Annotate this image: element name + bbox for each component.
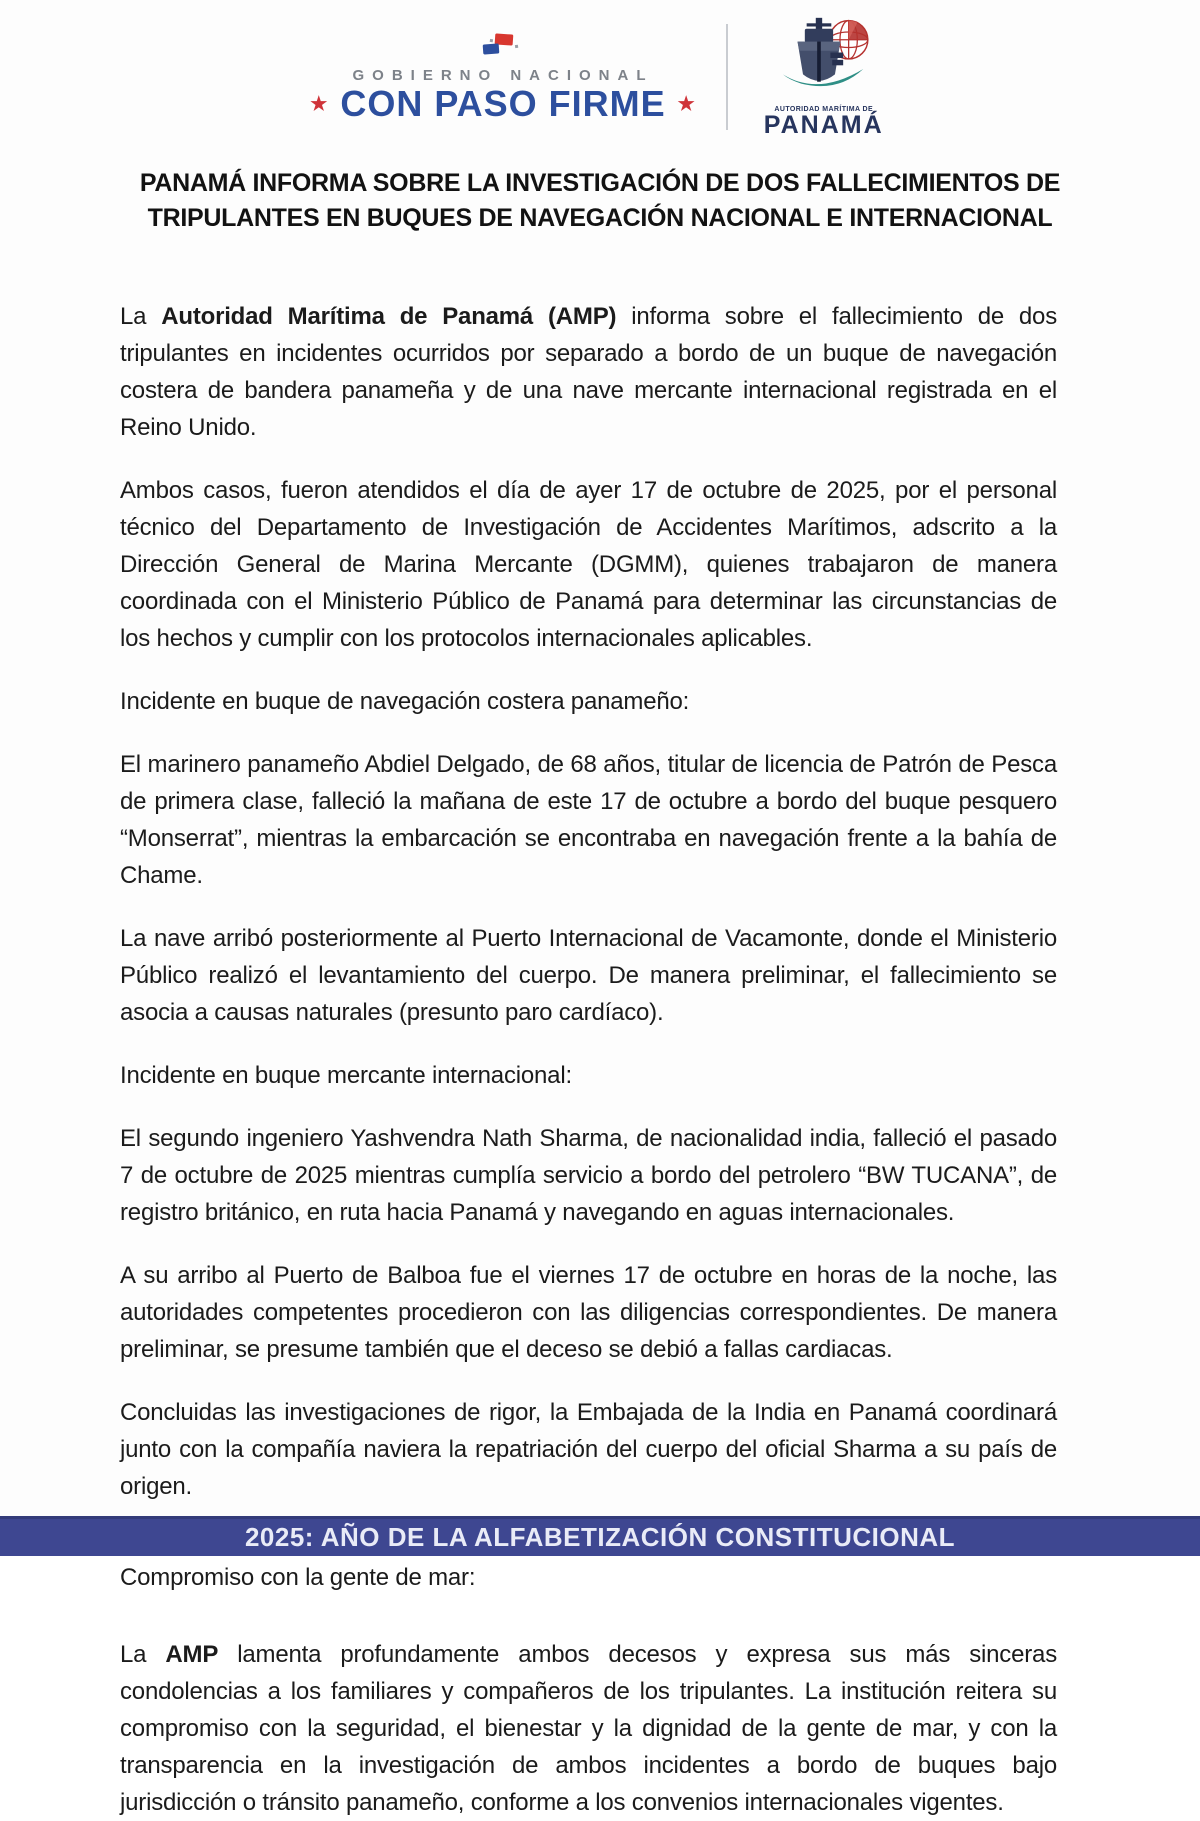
paragraph-intro: [120, 298, 1057, 446]
paragraph-intro-prefix: La: [120, 303, 162, 330]
amp-logo: [758, 16, 890, 138]
paragraph-intro-bold-amp: Autoridad Marítima de Panamá (AMP): [161, 303, 617, 330]
panama-flag-icon: [310, 32, 695, 65]
footer-banner: [0, 1516, 1200, 1556]
star-icon: ★: [310, 93, 329, 115]
star-icon: ★: [677, 93, 696, 115]
amp-logo-bottom-text: PANAMÁ: [763, 111, 884, 139]
paragraph-commitment-bold-amp: AMP: [165, 1641, 219, 1668]
government-logo-top-text: GOBIERNO NACIONAL: [352, 67, 654, 84]
paragraph-cases: Ambos casos, fueron atendidos el día de ayer 17 de octubre de 2025, por el personal técnico del Departamento de Investigación de Accidentes Marítimos, adscrito a la Dirección General de Marina Mercante (DGMM), quienes trabajaron de manera coordinada con el Ministerio Público de Panamá para determinar las circunstancias de los hechos y cumplir con los protocolos internacionales aplicables.: [120, 477, 1057, 652]
amp-logo-top-text: AUTORIDAD MARÍTIMA DE: [774, 106, 874, 113]
section-heading-commitment: Compromiso con la gente de mar:: [120, 1564, 476, 1591]
paragraph-commitment-rest: lamenta profundamente ambos decesos y expresa sus más sinceras condolencias a los familiares y compañeros de los tripulantes. La institución reitera su compromiso con la seguridad, el bienestar y la dignidad de la gente de mar, y con la transparencia en la investigación de ambos incidentes a bordo de buques bajo jurisdicción o tránsito panameño, conforme a los convenios internacionales vigentes.: [120, 1641, 1057, 1816]
government-logo-slogan: CON PASO FIRME: [340, 83, 666, 124]
paragraph-international-incident: El segundo ingeniero Yashvendra Nath Sharma, de nacionalidad india, falleció el pasado 7 de octubre de 2025 mientras cumplía servicio a bordo del petrolero “BW TUCANA”, de registro británico, en ruta hacia Panamá y navegando en aguas internacionales.: [120, 1125, 1057, 1226]
paragraph-commitment-prefix: La: [120, 1641, 166, 1668]
document-header: [0, 0, 1200, 140]
page-title: PANAMÁ INFORMA SOBRE LA INVESTIGACIÓN DE DOS FALLECIMIENTOS DE TRIPULANTES EN BUQUES DE NAVEGACIÓN NACIONAL E INTERNACIONAL: [139, 169, 1061, 232]
document-body: [0, 298, 1200, 1821]
paragraph-intro-rest: informa sobre el fallecimiento de dos tripulantes en incidentes ocurridos por separado a bordo de un buque de navegación costera de bandera panameña y de una nave mercante internacional registrada en el Reino Unido.: [120, 303, 1058, 441]
footer-banner-text: 2025: AÑO DE LA ALFABETIZACIÓN CONSTITUCIONAL: [244, 1522, 956, 1552]
header-divider: [726, 24, 728, 130]
amp-ship-logo-icon: [772, 87, 876, 104]
section-heading-incident-coastal: Incidente en buque de navegación costera panameño:: [120, 688, 690, 715]
government-logo-bottom-text: [310, 83, 696, 124]
paragraph-vacamonte: La nave arribó posteriormente al Puerto Internacional de Vacamonte, donde el Ministerio Público realizó el levantamiento del cuerpo. De manera preliminar, el fallecimiento se asocia a causas naturales (presunto paro cardíaco).: [120, 925, 1057, 1026]
paragraph-coastal-incident: El marinero panameño Abdiel Delgado, de 68 años, titular de licencia de Patrón de Pesca de primera clase, falleció la mañana de este 17 de octubre a bordo del buque pesquero “Monserrat”, mientras la embarcación se encontraba en navegación frente a la bahía de Chame.: [120, 751, 1057, 889]
paragraph-commitment: [120, 1636, 1057, 1821]
section-heading-incident-international: Incidente en buque mercante internacional:: [120, 1062, 572, 1089]
paragraph-balboa: A su arribo al Puerto de Balboa fue el viernes 17 de octubre en horas de la noche, las autoridades competentes procedieron con las diligencias correspondientes. De manera preliminar, se presume también que el deceso se debió a fallas cardiacas.: [120, 1262, 1057, 1363]
paragraph-repatriation: Concluidas las investigaciones de rigor, la Embajada de la India en Panamá coordinará junto con la compañía naviera la repatriación del cuerpo del oficial Sharma a su país de origen.: [120, 1399, 1057, 1500]
government-logo: [310, 32, 695, 122]
